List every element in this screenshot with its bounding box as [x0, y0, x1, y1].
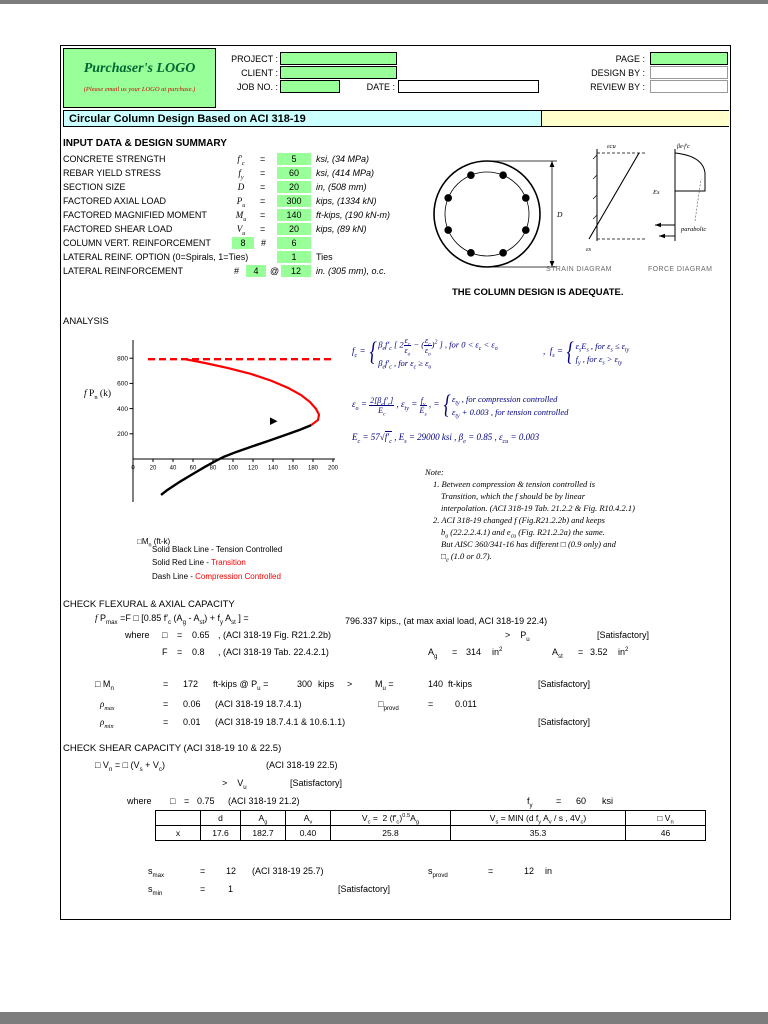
- project-label: PROJECT :: [231, 54, 278, 64]
- input-row-label: CONCRETE STRENGTH: [63, 154, 166, 164]
- hash-sign: #: [261, 238, 267, 248]
- symbol-Mu: $M_u$: [235, 210, 247, 223]
- rho-max-symbol: $\rho_{max}$: [100, 699, 115, 712]
- sprovd-symbol: $s_{provd}$: [428, 866, 448, 879]
- logo-note: (Please email us your LOGO at purchase.): [83, 86, 196, 93]
- mn-symbol: □ $M_n$: [95, 679, 114, 692]
- shear-table-header-row: [156, 811, 706, 826]
- interaction-chart: [75, 332, 365, 517]
- note-line: $□_e$ (1.0 or 0.7).: [441, 551, 492, 564]
- svg-text:40: 40: [169, 465, 177, 472]
- mn-mid: ft-kips @ $P_u$ =: [213, 679, 269, 692]
- note-line: Transition, which the f should be by linear: [441, 491, 586, 501]
- smax-eq: =: [200, 866, 206, 876]
- viewer-edge-top: [0, 0, 768, 4]
- equals-sign: =: [260, 224, 266, 234]
- ast-eq: =: [578, 647, 584, 657]
- svg-text:20: 20: [149, 465, 157, 472]
- legend-prefix: Solid Red Line -: [152, 558, 211, 567]
- input-Pu[interactable]: 300: [277, 195, 311, 207]
- legend-compression: [152, 571, 281, 582]
- ast-units: $in^2$: [618, 646, 629, 657]
- smin-symbol: $s_{min}$: [148, 884, 163, 897]
- eps-s-label: εs: [586, 246, 592, 253]
- pu-value: 300: [297, 679, 313, 689]
- es-label: Es: [653, 189, 660, 196]
- fy-symbol: $f_y$: [527, 796, 533, 809]
- gt-symbol: >: [347, 679, 353, 689]
- shear-phi-ref: (ACI 318-19 21.2): [228, 796, 300, 806]
- input-tie-size[interactable]: 4: [246, 265, 266, 277]
- value-phi-vn: 46: [626, 826, 706, 841]
- svg-text:600: 600: [117, 380, 128, 388]
- legend-prefix: Dash Line -: [152, 572, 196, 581]
- shear-heading: CHECK SHEAR CAPACITY (ACI 318-19 10 & 22.5): [63, 743, 282, 754]
- header-vc: $V_c = 2$ $(f'_c)^{0.5}A_g$: [331, 811, 451, 826]
- ast-value: 3.52: [590, 647, 608, 657]
- chart-y-axis-label: f $P_n$ (k): [84, 389, 111, 401]
- note-line: 2. ACI 318-19 changed f (Fig.R21.2.2b) and keeps: [433, 515, 605, 525]
- rho-min-ref: (ACI 318-19 18.7.4.1 & 10.6.1.1): [215, 717, 346, 727]
- sprovd-units: in: [545, 866, 553, 876]
- svg-text:400: 400: [117, 405, 128, 413]
- svg-text:80: 80: [209, 465, 217, 472]
- phi-symbol: □: [162, 630, 168, 640]
- legend-term: Tension Controlled: [215, 545, 283, 554]
- smax-value: 12: [226, 866, 237, 876]
- formula-fs: , $f_s$ = { $\varepsilon_sE_s$ , for $\varepsilon_s \le \varepsilon_{ty}$ $f_y$ , for $\varepsilon_s > \varepsilon_{ty}$: [543, 337, 630, 367]
- rho-min-eq: =: [163, 717, 169, 727]
- svg-text:100: 100: [227, 465, 239, 472]
- date-label: DATE :: [366, 82, 395, 92]
- sheet-title: Circular Column Design Based on ACI 318-19: [69, 112, 306, 125]
- vu-check: > $V_u$: [222, 778, 247, 791]
- header-vs: $V_s$ = MIN (d $f_y$ $A_v$ / s , $4V_c$): [451, 811, 626, 826]
- svg-text:140: 140: [267, 465, 279, 472]
- equals-sign: =: [260, 154, 266, 164]
- legend-transition: [152, 557, 246, 568]
- fy-eq: =: [556, 796, 562, 806]
- adequacy-status: THE COLUMN DESIGN IS ADEQUATE.: [452, 287, 624, 298]
- rho-max-value: 0.06: [183, 699, 201, 709]
- parabolic-label: parabolic: [681, 226, 707, 233]
- input-heading: INPUT DATA & DESIGN SUMMARY: [63, 138, 227, 149]
- mu-units: ft-kips: [448, 679, 473, 689]
- mu-value: 140: [428, 679, 444, 689]
- design-by-label: DESIGN BY :: [591, 68, 645, 78]
- symbol-D: D: [237, 182, 245, 192]
- strain-caption: STRAIN DIAGRAM: [546, 266, 612, 273]
- job-no-input[interactable]: [280, 80, 340, 93]
- svg-text:200: 200: [117, 431, 128, 439]
- shear-phi-eq: =: [184, 796, 190, 806]
- input-row-label: FACTORED AXIAL LOAD: [63, 196, 167, 206]
- at-sign: @: [270, 266, 280, 276]
- strain-force-diagram: [583, 139, 733, 261]
- input-Vu[interactable]: 20: [277, 223, 311, 235]
- where-label: where: [125, 630, 150, 640]
- rho-max-eq: =: [163, 699, 169, 709]
- legend-term: Compression Controlled: [195, 572, 281, 581]
- lateral-reinf-label: LATERAL REINFORCEMENT: [63, 266, 184, 276]
- shear-phi-symbol: □: [170, 796, 176, 806]
- formula-eps: $\varepsilon_o$ = $\frac{2[\beta_ef'_c]}{E_c}$ , $\varepsilon_{ty}$ = $\frac{f_y}{E_s}$ , = { $\varepsilon_{ty}$ , for compression controlled $\varepsilon_{ty} + 0.003$ , for tension controlled: [352, 390, 569, 420]
- equals-sign: =: [260, 182, 266, 192]
- fy-value: 60: [576, 796, 587, 806]
- rho-provd-value: 0.011: [455, 699, 477, 709]
- rho-provd-symbol: $□_{provd}$: [378, 699, 399, 712]
- legend-tension: [152, 544, 282, 555]
- units-D: in, (508 mm): [316, 182, 367, 192]
- ast-symbol: $A_{st}$: [552, 647, 563, 660]
- page-label: PAGE :: [615, 54, 645, 64]
- review-by-input[interactable]: [650, 80, 728, 93]
- legend-term: Transition: [211, 558, 246, 567]
- header-av: $A_v$: [286, 811, 331, 826]
- client-input[interactable]: [280, 66, 397, 79]
- input-row-label: REBAR YIELD STRESS: [63, 168, 161, 178]
- fy-units: ksi: [602, 796, 613, 806]
- column-section-diagram: [427, 152, 567, 278]
- ag-eq: =: [452, 647, 458, 657]
- units-Vu: kips, (89 kN): [316, 224, 367, 234]
- symbol-Pu: $P_u$: [236, 196, 246, 209]
- smin-status: [Satisfactory]: [338, 884, 391, 894]
- smax-ref: (ACI 318-19 25.7): [252, 866, 324, 876]
- symbol-fc: $f'_c$: [237, 154, 245, 167]
- header-ag: $A_g$: [241, 811, 286, 826]
- date-input[interactable]: [398, 80, 539, 93]
- input-Mu[interactable]: 140: [277, 209, 311, 221]
- mn-status: [Satisfactory]: [538, 679, 591, 689]
- rho-min-value: 0.01: [183, 717, 201, 727]
- beta-fc-label: βe·f′c: [677, 144, 690, 150]
- note-heading: Note:: [425, 467, 444, 477]
- diameter-dimension: [487, 161, 557, 267]
- input-row-label: FACTORED MAGNIFIED MOMENT: [63, 210, 207, 220]
- svg-text:200: 200: [327, 465, 339, 472]
- project-input[interactable]: [280, 52, 397, 65]
- svg-text:180: 180: [307, 465, 319, 472]
- input-fy[interactable]: 60: [277, 167, 311, 179]
- pu-units: kips: [318, 679, 335, 689]
- svg-text:120: 120: [247, 465, 259, 472]
- smax-symbol: $s_{max}$: [148, 866, 165, 879]
- input-bar-count[interactable]: 8: [232, 237, 254, 249]
- pmax-value: 796.337 kips., (at max axial load, ACI 318-19 22.4): [345, 616, 548, 626]
- value-vc: 25.8: [331, 826, 451, 841]
- svg-text:160: 160: [287, 465, 299, 472]
- force-caption: FORCE DIAGRAM: [648, 266, 713, 273]
- equals-sign: =: [260, 196, 266, 206]
- shear-table-data-row: [156, 826, 706, 841]
- vn-formula: □ $V_n$ = □ $(V_s + V_c)$: [95, 760, 165, 773]
- input-D[interactable]: 20: [277, 181, 311, 193]
- smin-eq: =: [200, 884, 206, 894]
- F-ref: , (ACI 318-19 Tab. 22.4.2.1): [218, 647, 329, 657]
- formula-fc: $f_c$ = { $\beta_ef'_c$ [ 2 $\frac{\varepsilon_c}{\varepsilon_o}$ − ( $\frac{\varepsilon_c}{\varepsilon_o}$ )$^2$ ] , for $0 < \varepsilon_c < \varepsilon_o$ $\beta_ef'_c$ , for $\varepsilon_c \ge \varepsilon_o$: [352, 336, 498, 371]
- note-block: [425, 466, 635, 562]
- hash-sign: #: [234, 266, 240, 276]
- chart-x-axis-label: $□M_n$ (ft-k): [137, 537, 171, 549]
- job-no-label: JOB NO. :: [236, 82, 278, 92]
- eps-cu-label: εcu: [607, 143, 616, 150]
- F-value: 0.8: [192, 647, 205, 657]
- flexural-heading: CHECK FLEXURAL & AXIAL CAPACITY: [63, 599, 235, 610]
- legend-prefix: Solid Black Line -: [152, 545, 216, 554]
- phi-value: 0.65: [192, 630, 210, 640]
- where-label: where: [127, 796, 152, 806]
- mn-eq: =: [163, 679, 169, 689]
- units-Mu: ft-kips, (190 kN-m): [316, 210, 391, 220]
- page-input[interactable]: [650, 52, 728, 65]
- units-fc: ksi, (34 MPa): [316, 154, 370, 164]
- input-row-label: FACTORED SHEAR LOAD: [63, 224, 173, 234]
- units-Pu: kips, (1334 kN): [316, 196, 377, 206]
- diameter-label: D: [557, 210, 563, 219]
- equals-sign: =: [260, 168, 266, 178]
- note-line: $b_u$ (22.2.2.4.1) and $e_{cu}$ (Fig. R21.2.2a) the same.: [441, 527, 605, 540]
- value-d: 17.6: [201, 826, 241, 841]
- input-lateral-option[interactable]: 1: [277, 251, 311, 263]
- vert-reinf-label: COLUMN VERT. REINFORCEMENT: [63, 238, 211, 248]
- shear-table: [155, 810, 706, 841]
- equals-sign: =: [260, 210, 266, 220]
- pu-check: > $P_u$: [505, 630, 530, 643]
- value-vs: 35.3: [451, 826, 626, 841]
- sprovd-value: 12: [524, 866, 535, 876]
- lateral-option-units: Ties: [316, 252, 333, 262]
- value-av: 0.40: [286, 826, 331, 841]
- header-phi-vn: □ $V_n$: [626, 811, 706, 826]
- ag-units: $in^2$: [492, 646, 503, 657]
- rho-provd-eq: =: [428, 699, 434, 709]
- logo-box: [63, 48, 216, 108]
- svg-text:0: 0: [131, 465, 135, 472]
- note-line: But AISC 360/341-16 has different □ (0.9 only) and: [441, 539, 616, 549]
- header-d: d: [201, 811, 241, 826]
- viewer-edge-bottom: [0, 1012, 768, 1024]
- note-line: interpolation. (ACI 318-19 Tab. 21.2.2 & Fig. R10.4.2.1): [441, 503, 636, 513]
- sprovd-eq: =: [488, 866, 494, 876]
- input-tie-spacing[interactable]: 12: [281, 265, 311, 277]
- formula-constants: $E_c = 57√f'_c$ , $E_s = 29000$ ksi , $\beta_e = 0.85$ , $\varepsilon_{cu} = 0.003$: [352, 432, 540, 445]
- rho-max-ref: (ACI 318-19 18.7.4.1): [215, 699, 302, 709]
- input-row-label: SECTION SIZE: [63, 182, 126, 192]
- mn-value: 172: [183, 679, 199, 689]
- title-bar: [63, 110, 729, 127]
- title-accent-cell: [541, 111, 729, 126]
- phi-eq: =: [177, 630, 183, 640]
- symbol-Vu: $V_u$: [236, 224, 246, 237]
- input-fc[interactable]: 5: [277, 153, 311, 165]
- F-label: F: [162, 647, 168, 657]
- shear-phi-value: 0.75: [197, 796, 215, 806]
- rho-min-status: [Satisfactory]: [538, 717, 591, 727]
- smin-value: 1: [228, 884, 234, 894]
- analysis-heading: ANALYSIS: [63, 316, 109, 327]
- note-line: 1. Between compression & tension controlled is: [433, 479, 596, 489]
- rho-min-symbol: $\rho_{min}$: [100, 717, 114, 730]
- pmax-status: [Satisfactory]: [597, 630, 650, 640]
- value-ag: 182.7: [241, 826, 286, 841]
- logo-title: Purchaser's LOGO: [83, 61, 196, 76]
- row-label: x: [156, 826, 201, 841]
- header-blank: [156, 811, 201, 826]
- client-label: CLIENT :: [241, 68, 278, 78]
- mu-symbol: $M_u$ =: [375, 679, 394, 692]
- symbol-fy: $f_y$: [238, 168, 244, 181]
- svg-text:60: 60: [189, 465, 197, 472]
- vu-status: [Satisfactory]: [290, 778, 343, 788]
- vn-ref: (ACI 318-19 22.5): [266, 760, 338, 770]
- lateral-reinf-units: in. (305 mm), o.c.: [316, 266, 387, 276]
- svg-text:800: 800: [117, 355, 128, 363]
- ag-symbol: $A_g$: [428, 647, 438, 660]
- ag-value: 314: [466, 647, 482, 657]
- review-by-label: REVIEW BY :: [590, 82, 645, 92]
- F-eq: =: [177, 647, 183, 657]
- phi-ref: , (ACI 318-19 Fig. R21.2.2b): [218, 630, 332, 640]
- design-by-input[interactable]: [650, 66, 728, 79]
- units-fy: ksi, (414 MPa): [316, 168, 375, 178]
- pmax-formula: f $P_{max} =F$ □ [0.85 $f'_c$ $(A_g - A_{st}) + f_y$ $A_{st}$ ] =: [95, 613, 249, 626]
- input-bar-size[interactable]: 6: [277, 237, 311, 249]
- lateral-option-label: LATERAL REINF. OPTION (0=Spirals, 1=Ties): [63, 252, 249, 262]
